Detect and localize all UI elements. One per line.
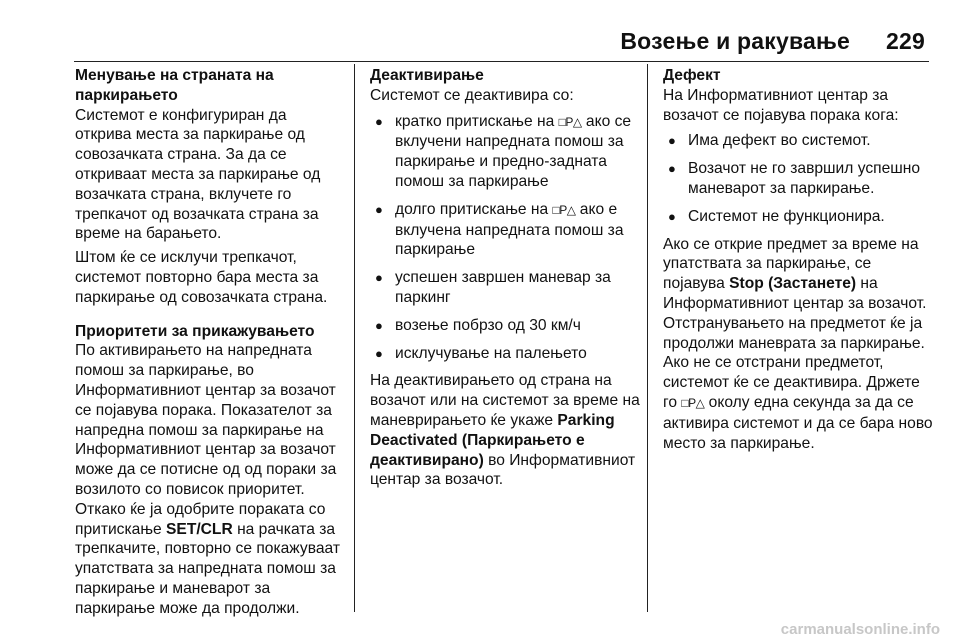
- page-header: [0, 28, 925, 55]
- paragraph: По активирањето на напредната помош за паркирање, во Информативниот центар за возачот се појавува порака. Показателот за напредна помош за паркирање на Информативниот центар за возачот може да се потисне од од пораки за возилото со повисок приоритет. Откако ќе ја одобрите пораката со притискање SET/CLR на рачката за трепкачите, повторно се покажуваат упатствата за напредната помош за паркирање и маневарот за паркирање може да продолжи.: [75, 342, 340, 617]
- parking-deactivated-label: Parking Deactivated (Паркирањето е деактивирано): [370, 411, 615, 469]
- fault-list: [663, 131, 937, 226]
- list-item: ● возење побрзо од 30 км/ч: [370, 316, 642, 336]
- page-number: 229: [886, 28, 925, 54]
- parking-assist-icon: □P△: [552, 202, 576, 217]
- paragraph: На Информативниот центар за возачот се појавува порака кога:: [663, 86, 899, 124]
- header-rule: [74, 61, 929, 62]
- column-divider-1: [354, 64, 355, 612]
- chapter-title: Возење и ракување: [620, 28, 851, 54]
- paragraph: Ако се открие предмет за време на упатствата за паркирање, се појавува Stop (Застанете) на Информативниот центар за возачот. Отстранувањето на предметот ќе ја продолжи маневрата за паркирање. Ако не се отстрани предметот, системот ќе се деактивира. Држете го □P△ околу една секунда за да се активира системот и да се бара ново место за паркирање.: [663, 235, 933, 452]
- list-item: ● Возачот не го завршил успешно маневарот за паркирање.: [663, 159, 937, 199]
- section-heading-deactivation: Деактивирање: [370, 67, 484, 84]
- list-item: ● успешен завршен маневар за паркинг: [370, 268, 642, 308]
- list-item: ● Системот не функционира.: [663, 207, 937, 227]
- set-clr-label: SET/CLR: [166, 520, 233, 538]
- paragraph: Штом ќе се исклучи трепкачот, системот повторно бара места за паркирање од совозачката страна.: [75, 249, 328, 306]
- watermark-logo: carmanualsonline.info: [780, 621, 940, 638]
- paragraph: Системот се деактивира со:: [370, 86, 574, 104]
- section-heading-parking-side: Менување на страната на паркирањето: [75, 67, 274, 104]
- column-3: [663, 66, 937, 457]
- paragraph: Системот е конфигуриран да открива места за паркирање од совозачката страна. За да се откриваат места за паркирање од возачката страна, вклучете го трепкачот од возачката страна за време на барањето.: [75, 106, 321, 243]
- stop-label: Stop (Застанете): [729, 275, 857, 293]
- column-divider-2: [647, 64, 648, 612]
- column-2: [370, 66, 642, 494]
- parking-assist-icon: □P△: [558, 114, 582, 129]
- list-item: ● кратко притискање на □P△ ако се вклучени напредната помош за паркирање и предно-задната помош за паркирање: [370, 112, 642, 192]
- list-item: ● долго притискање на □P△ ако е вклучена напредната помош за паркирање: [370, 200, 642, 260]
- section-heading-display-priorities: Приоритети за прикажувањето: [75, 322, 315, 340]
- parking-assist-icon: □P△: [681, 395, 705, 410]
- paragraph: На деактивирањето од страна на возачот или на системот за време на маневрирањето ќе укаже Parking Deactivated (Паркирањето е деактивирано) во Информативниот центар за возачот.: [370, 372, 640, 489]
- column-1: [75, 66, 347, 623]
- section-heading-fault: Дефект: [663, 67, 721, 84]
- list-item: ● Има дефект во системот.: [663, 131, 937, 151]
- list-item: ● исклучување на палењето: [370, 344, 642, 364]
- deactivation-list: [370, 112, 642, 364]
